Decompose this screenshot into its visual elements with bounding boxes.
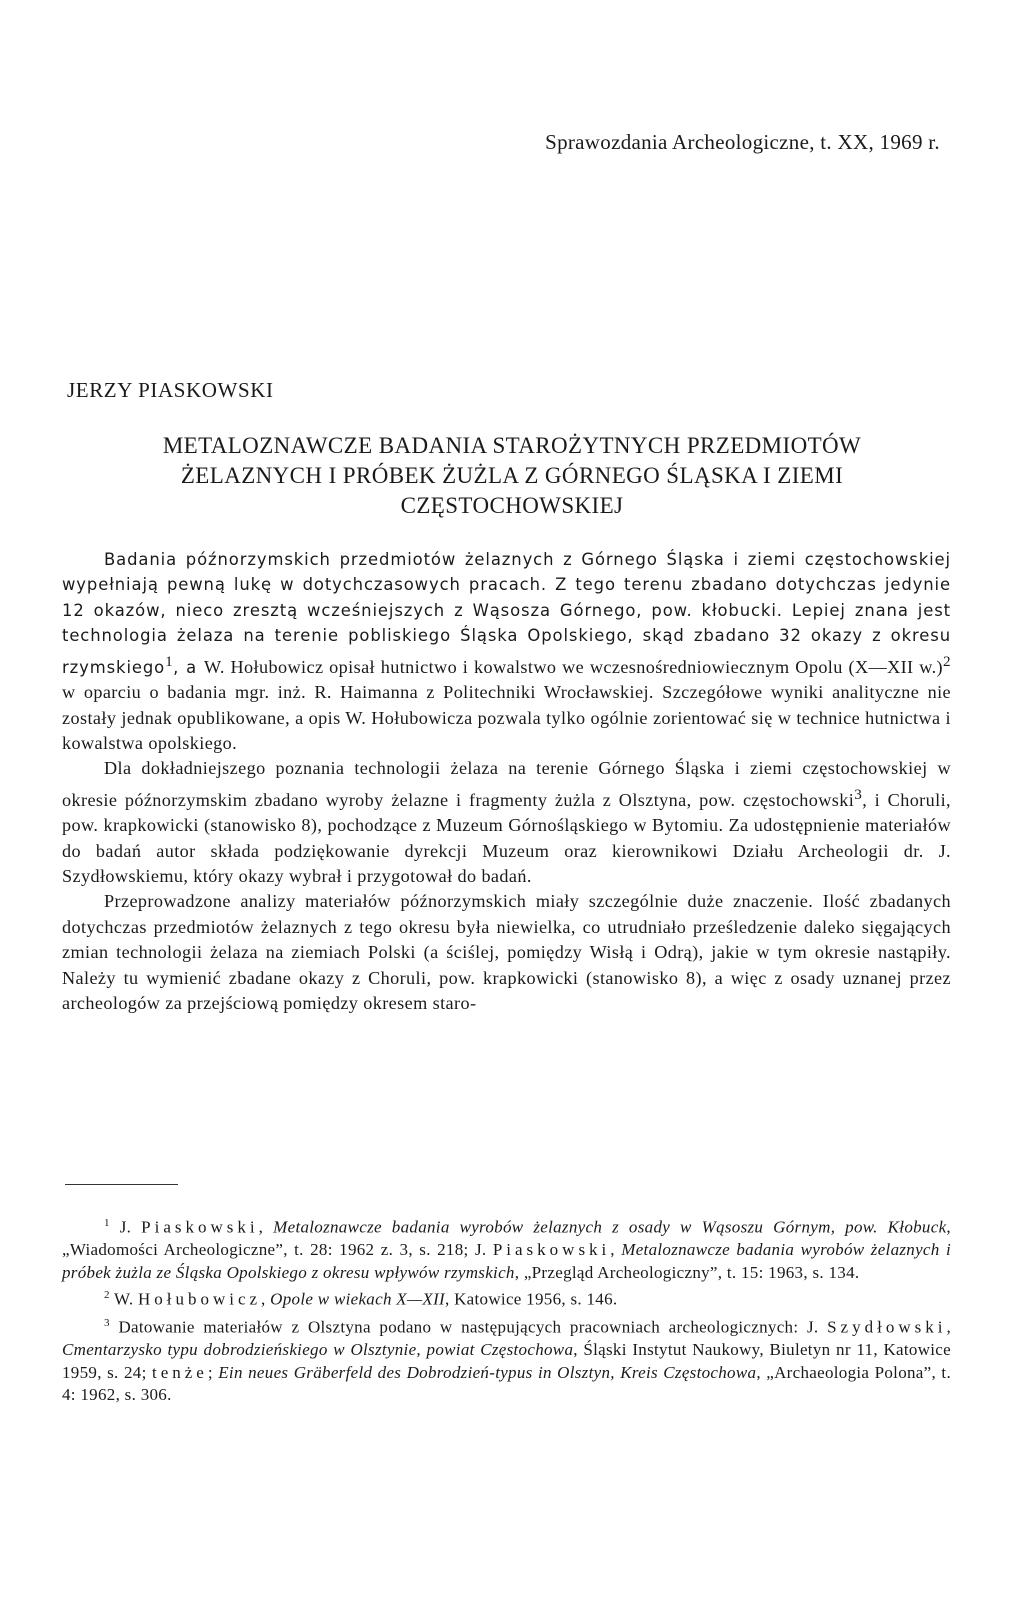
text-run: Metaloznawcze badania wyrobów żelaznych z osady w Wąsoszu Górnym, pow. Kłobuck xyxy=(273,1217,947,1237)
footnote xyxy=(62,1312,951,1407)
article-body xyxy=(62,547,951,1016)
title-line: CZĘSTOCHOWSKIEJ xyxy=(400,493,624,518)
footnote-ref: 2 xyxy=(104,1289,110,1302)
footnotes xyxy=(62,1212,951,1407)
text-run: , xyxy=(261,1290,271,1310)
text-run: Ein neues Gräberfeld des Dobrodzień-typus in Olsztyn, Kreis Częstochowa xyxy=(218,1362,757,1382)
running-head: Sprawozdania Archeologiczne, t. XX, 1969 r. xyxy=(545,130,940,154)
text-run: tenże xyxy=(151,1362,208,1382)
title-line: METALOZNAWCZE BADANIA STAROŻYTNYCH PRZEDMIOTÓW xyxy=(162,433,862,458)
text-run: Szydłowski xyxy=(827,1317,947,1337)
text-run: w oparciu o badania mgr. inż. R. Haimanna z Politechniki Wrocławskiej. Szczegółowe wyniki analityczne nie zostały jednak opublikowane, a opis W. Hołubowicza pozwala tylko ogólnie zorientować się w technice hutnictwa i kowalstwa opolskiego. xyxy=(62,682,951,753)
text-run: , a xyxy=(173,657,204,677)
text-run: , „Archaeologia Polona”, t. 4: 1962, s. 306. xyxy=(62,1362,952,1405)
article-author: JERZY PIASKOWSKI xyxy=(67,378,274,402)
body-paragraph xyxy=(62,889,951,1016)
text-run: , Katowice 1956, s. 146. xyxy=(445,1290,618,1310)
text-run: , Śląski Instytut Naukowy, Biuletyn nr 11, Katowice 1959, s. 24; xyxy=(62,1339,951,1382)
text-run: , „Przegląd Archeologiczny”, t. 15: 1963, s. 134. xyxy=(514,1262,860,1282)
text-run: , i Choruli, pow. krapkowicki (stanowisko 8), pochodzące z Muzeum Górnośląskiego w Bytomiu. Za udostępnienie materiałów do badań autor składa podziękowanie dyrekcji Muzeum oraz kierownikowi Działu Archeologii dr. J. Szydłowskiemu, który okazy wybrał i przygotował do badań. xyxy=(62,789,951,886)
footnote xyxy=(62,1212,951,1284)
text-run: , xyxy=(610,1240,622,1260)
title-line: ŻELAZNYCH I PRÓBEK ŻUŻLA Z GÓRNEGO ŚLĄSKA I ZIEMI xyxy=(180,463,844,488)
text-run: Piaskowski xyxy=(492,1240,611,1260)
text-run: ; xyxy=(207,1362,219,1382)
text-run: J. xyxy=(109,1217,142,1237)
text-run: Hołubowicz xyxy=(137,1290,262,1310)
text-run: Cmentarzysko typu dobrodzieńskiego w Olsztynie, powiat Częstochowa xyxy=(62,1339,574,1359)
text-run: , xyxy=(258,1217,274,1237)
footnote-ref: 3 xyxy=(854,785,863,803)
text-run: W. xyxy=(109,1290,138,1310)
body-paragraph xyxy=(62,756,951,889)
text-run: Metaloznawcze badania wyrobów żelaznych i próbek żużla ze Śląska Opolskiego z okresu wpływów rzymskich xyxy=(62,1240,951,1282)
body-paragraph xyxy=(62,547,951,756)
text-run: Datowanie materiałów z Olsztyna podano w następujących pracowniach archeologicznych: J. xyxy=(109,1317,828,1337)
footnote-ref: 2 xyxy=(943,652,951,670)
footnote-ref: 1 xyxy=(104,1217,110,1229)
text-run: Piaskowski xyxy=(141,1217,259,1237)
article-title xyxy=(62,431,962,521)
text-run: W. Hołubowicz opisał hutnictwo i kowalstwo we wczesnośredniowiecznym Opolu (X—XII w.) xyxy=(203,656,943,677)
text-run: Dla dokładniejszego poznania technologii żelaza na terenie Górnego Śląska i ziemi częstochowskiej w okresie późnorzymskim zbadano wyroby żelazne i fragmenty żużla z Olsztyna, pow. częstochowski xyxy=(62,758,951,810)
text-run: Opole w wiekach X—XII xyxy=(270,1290,445,1310)
footnote xyxy=(62,1284,951,1311)
footnote-ref: 1 xyxy=(165,652,174,670)
footnote-divider xyxy=(65,1184,178,1185)
footnote-ref: 3 xyxy=(104,1316,110,1329)
text-run: , xyxy=(946,1317,951,1337)
text-run: Badania późnorzymskich przedmiotów żelaznych z Górnego Śląska i ziemi częstochowskiej wypełniają pewną lukę w dotychczasowych pracach. Z tego terenu zbadano dotychczas jedynie 12 okazów, nieco zresztą wcześniejszych z Wąsosza Górnego, pow. kłobucki. Lepiej znana jest technologia żelaza na terenie pobliskiego Śląska Opolskiego, skąd zbadano 32 okazy z okresu rzymskiego xyxy=(62,550,951,677)
text-run: Przeprowadzone analizy materiałów późnorzymskich miały szczególnie duże znaczenie. Ilość zbadanych dotychczas przedmiotów żelaznych z tego okresu była niewielka, co utrudniało prześledzenie daleko sięgających zmian technologii żelaza na ziemiach Polski (a ściślej, pomiędzy Wisłą i Odrą), jakie w tym okresie nastąpiły. Należy tu wymienić zbadane okazy z Choruli, pow. krapkowicki (stanowisko 8), a więc z osady uznanej przez archeologów za przejściową pomiędzy okresem staro- xyxy=(62,891,951,1014)
text-run: , „Wiadomości Archeologiczne”, t. 28: 1962 z. 3, s. 218; J. xyxy=(62,1217,951,1260)
